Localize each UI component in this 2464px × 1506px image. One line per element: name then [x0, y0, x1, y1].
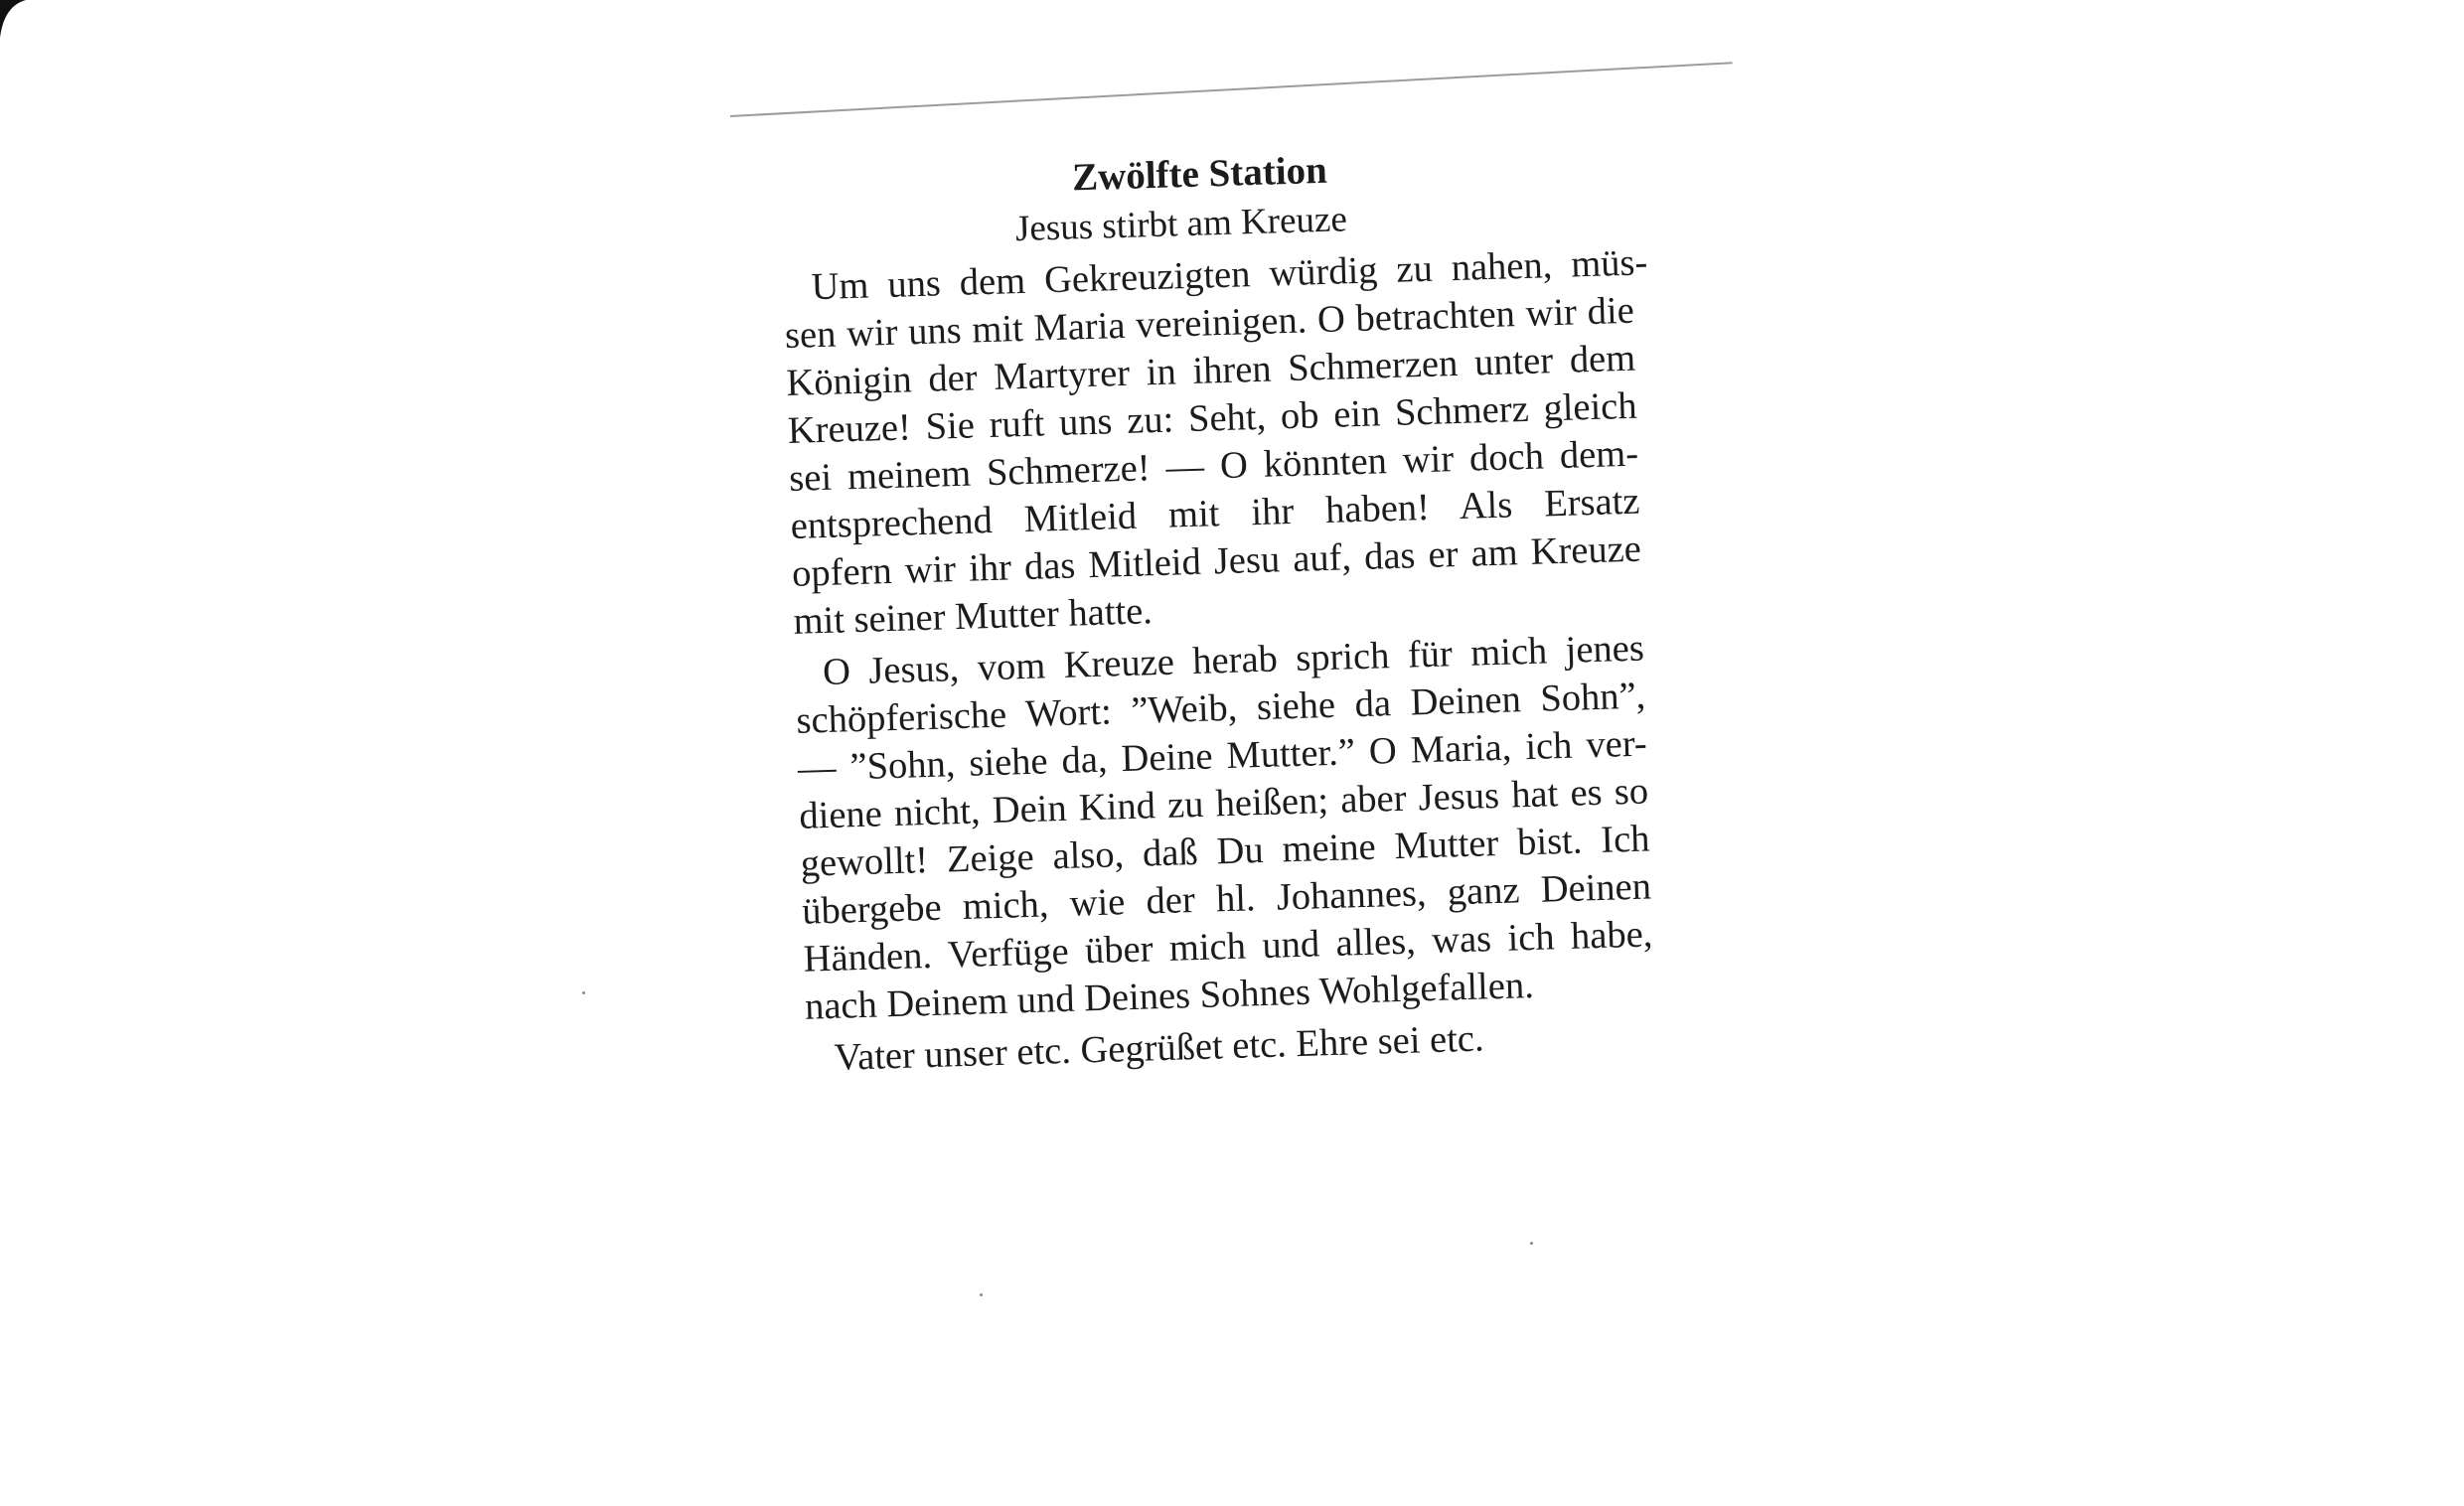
text-line: übergebe mich, wie der hl. Johannes, ganz Deinen [801, 865, 1652, 933]
closing-prayer: Vater unser etc. Gegrüßet etc. Ehre sei etc. [834, 1017, 1485, 1079]
text-line: O Jesus, vom Kreuze herab sprich für mich jenes [822, 627, 1645, 694]
text-line: entsprechend Mitleid mit ihr haben! Als Ersatz [790, 480, 1640, 547]
scan-speck [582, 991, 585, 994]
text-line: schöpferische Wort: ”Weib, siehe da Deinen Sohn”, [795, 675, 1646, 742]
text-line: — ”Sohn, siehe da, Deine Mutter.” O Maria, ich ver- [797, 722, 1648, 790]
text-line: mit seiner Mutter hatte. [792, 590, 1154, 643]
scan-speck [980, 1293, 983, 1296]
text-line: nach Deinem und Deines Sohnes Wohlgefallen. [804, 964, 1535, 1028]
text-line: opfern wir ihr das Mitleid Jesu auf, das er am Kreuze [791, 527, 1642, 595]
text-line: diene nicht, Dein Kind zu heißen; aber Jesus hat es so [798, 770, 1649, 837]
text-line: Königin der Martyrer in ihren Schmerzen unter dem [785, 337, 1636, 405]
scan-speck [1530, 1242, 1533, 1245]
text-line: sen wir uns mit Maria vereinigen. O betrachten wir die [784, 289, 1635, 358]
text-line: Kreuze! Sie ruft uns zu: Seht, ob ein Schmerz gleich [787, 384, 1638, 452]
text-line: Händen. Verfüge über mich und alles, was ich habe, [803, 913, 1653, 980]
text-line: sei meinem Schmerze! — O könnten wir doch dem- [788, 432, 1639, 500]
text-line: gewollt! Zeige also, daß Du meine Mutter bist. Ich [800, 818, 1651, 885]
station-title: Zwölfte Station [1071, 148, 1328, 200]
text-line: Um uns dem Gekreuzigten würdig zu nahen, müs- [810, 241, 1648, 309]
station-subtitle: Jesus stirbt am Kreuze [1014, 199, 1348, 250]
